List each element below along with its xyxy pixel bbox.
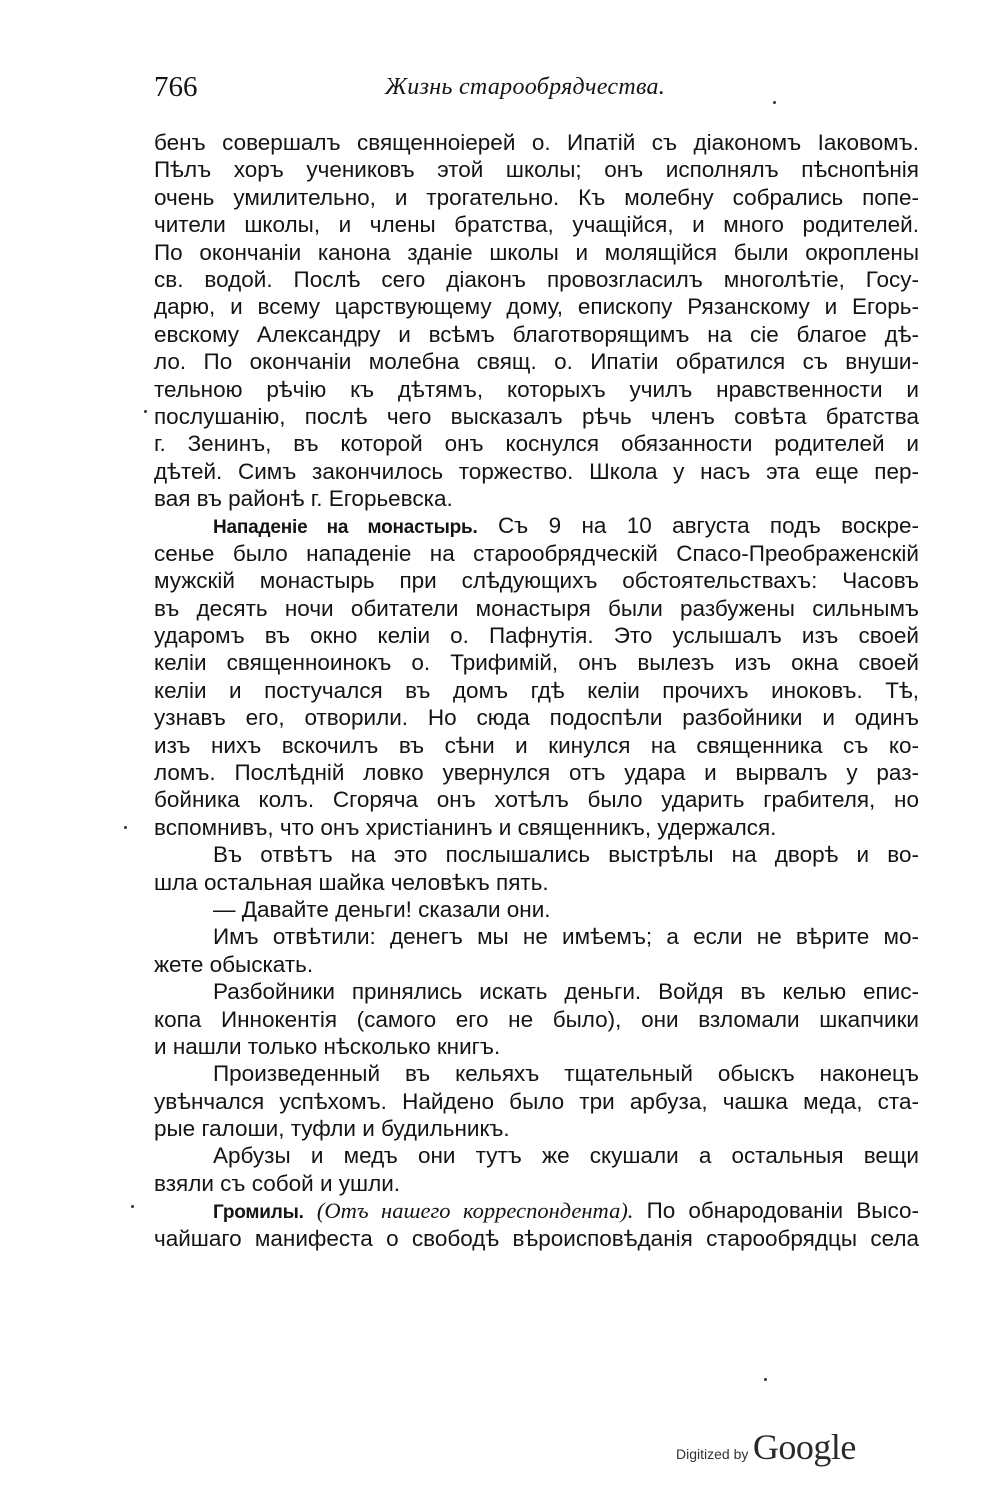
text-line: въ десять ночи обитатели монастыря были разбужены сильнымъ bbox=[154, 595, 919, 621]
correspondent-note: (Отъ нашего корреспондента). bbox=[316, 1198, 634, 1224]
text-line: дарю, и всему царствующему дому, епископу Рязанскому и Егорь- bbox=[154, 294, 919, 320]
text-line: и нашли только нѣсколько книгъ. bbox=[154, 1033, 501, 1059]
text-line: Арбузы и медъ они тутъ же скушали а остальныя вещи bbox=[213, 1143, 919, 1169]
text-line: копа Иннокентія (самого его не было), они взломали шкапчики bbox=[154, 1006, 919, 1032]
text-line: ударомъ въ окно келіи о. Пафнутія. Это услышалъ изъ своей bbox=[154, 623, 919, 649]
digitization-watermark bbox=[676, 1426, 856, 1468]
text-line: вая въ районѣ г. Егорьевска. bbox=[154, 486, 453, 512]
text-line: Разбойники принялись искать деньги. Войдя въ келью епис- bbox=[213, 979, 919, 1005]
text-line: жете обыскать. bbox=[154, 951, 314, 977]
text-line: чайшаго манифеста о свободѣ вѣроисповѣданія старообрядцы села bbox=[154, 1225, 919, 1251]
text-line: узнавъ его, отворили. Но сюда подоспѣли разбойники и одинъ bbox=[154, 705, 919, 731]
text-line: шла остальная шайка человѣкъ пять. bbox=[154, 869, 549, 895]
text-run: По обнародованіи Высо- bbox=[646, 1198, 919, 1224]
text-line: изъ нихъ вскочилъ въ сѣни и кинулся на священника съ ко- bbox=[154, 732, 919, 758]
text-line: рые галоши, туфли и будильникъ. bbox=[154, 1116, 510, 1142]
scan-speck bbox=[124, 826, 127, 829]
scan-speck bbox=[773, 101, 776, 104]
page-number: 766 bbox=[154, 71, 198, 103]
text-line: келіи и постучался въ домъ гдѣ келіи прочихъ иноковъ. Тѣ, bbox=[154, 677, 919, 703]
running-title: Жизнь старообрядчества. bbox=[385, 74, 666, 100]
section-start-line bbox=[154, 512, 919, 539]
text-line: увѣнчался успѣхомъ. Найдено было три арбуза, чашка меда, ста- bbox=[154, 1088, 919, 1114]
scan-speck bbox=[131, 1205, 134, 1208]
text-line: взяли съ собой и ушли. bbox=[154, 1170, 401, 1196]
section-heading-attack-on-monastery: Нападеніе на монастырь. bbox=[213, 517, 478, 539]
text-line: По окончаніи канона зданіе школы и молящійся были окроплены bbox=[154, 239, 919, 265]
text-line: бенъ совершалъ священноіерей о. Ипатій съ діакономъ Іаковомъ. bbox=[154, 130, 919, 155]
digitized-by-label: Digitized by bbox=[676, 1446, 749, 1462]
text-line: Въ отвѣтъ на это послышались выстрѣлы на дворѣ и во- bbox=[213, 842, 919, 868]
scan-speck bbox=[144, 410, 147, 413]
text-line: ломъ. Послѣдній ловко увернулся отъ удара и вырвалъ у раз- bbox=[154, 759, 919, 785]
scan-speck bbox=[764, 1378, 767, 1381]
text-line: чители школы, и члены братства, учащійся, и много родителей. bbox=[154, 212, 919, 238]
text-line: г. Зенинъ, въ которой онъ коснулся обязанности родителей и bbox=[154, 431, 919, 457]
text-line: тельною рѣчію къ дѣтямъ, которыхъ училъ нравственности и bbox=[154, 376, 919, 402]
text-line: очень умилительно, и трогательно. Къ молебну собрались попе- bbox=[154, 184, 919, 210]
text-line: Имъ отвѣтили: денегъ мы не имѣемъ; а если не вѣрите мо- bbox=[213, 924, 919, 950]
text-line: св. водой. Послѣ сего діаконъ провозгласилъ многолѣтіе, Госу- bbox=[154, 266, 919, 292]
text-line: евскому Александру и всѣмъ благотворящимъ на сіе благое дѣ- bbox=[154, 321, 919, 347]
text-run: Съ 9 на 10 августа подъ воскре- bbox=[497, 513, 919, 539]
text-line: Пѣлъ хоръ учениковъ этой школы; онъ исполнялъ пѣснопѣнія bbox=[154, 157, 919, 183]
page-body-text bbox=[154, 129, 919, 1252]
text-line: сенье было нападеніе на старообрядческій Спасо-Преображенскій bbox=[154, 540, 919, 566]
text-line: Произведенный въ кельяхъ тщательный обыскъ наконецъ bbox=[213, 1061, 919, 1087]
dialogue-line: — Давайте деньги! сказали они. bbox=[213, 896, 551, 922]
text-line: послушанію, послѣ чего высказалъ рѣчь членъ совѣта братства bbox=[154, 403, 919, 429]
google-logo: Google bbox=[752, 1427, 856, 1467]
section-start-line bbox=[154, 1197, 919, 1224]
text-line: келіи священноинокъ о. Трифимій, онъ вылезъ изъ окна своей bbox=[154, 650, 919, 676]
section-heading-burglars: Громилы. bbox=[213, 1202, 304, 1224]
text-line: дѣтей. Симъ закончилось торжество. Школа у насъ эта еще пер- bbox=[154, 458, 919, 484]
text-line: ло. По окончаніи молебна свящ. о. Ипатіи обратился съ внуши- bbox=[154, 349, 919, 375]
text-line: вспомнивъ, что онъ христіанинъ и священникъ, удержался. bbox=[154, 814, 777, 840]
text-line: мужскій монастырь при слѣдующихъ обстоятельствахъ: Часовъ bbox=[154, 568, 919, 594]
text-line: бойника колъ. Сгоряча онъ хотѣлъ было ударить грабителя, но bbox=[154, 787, 919, 813]
